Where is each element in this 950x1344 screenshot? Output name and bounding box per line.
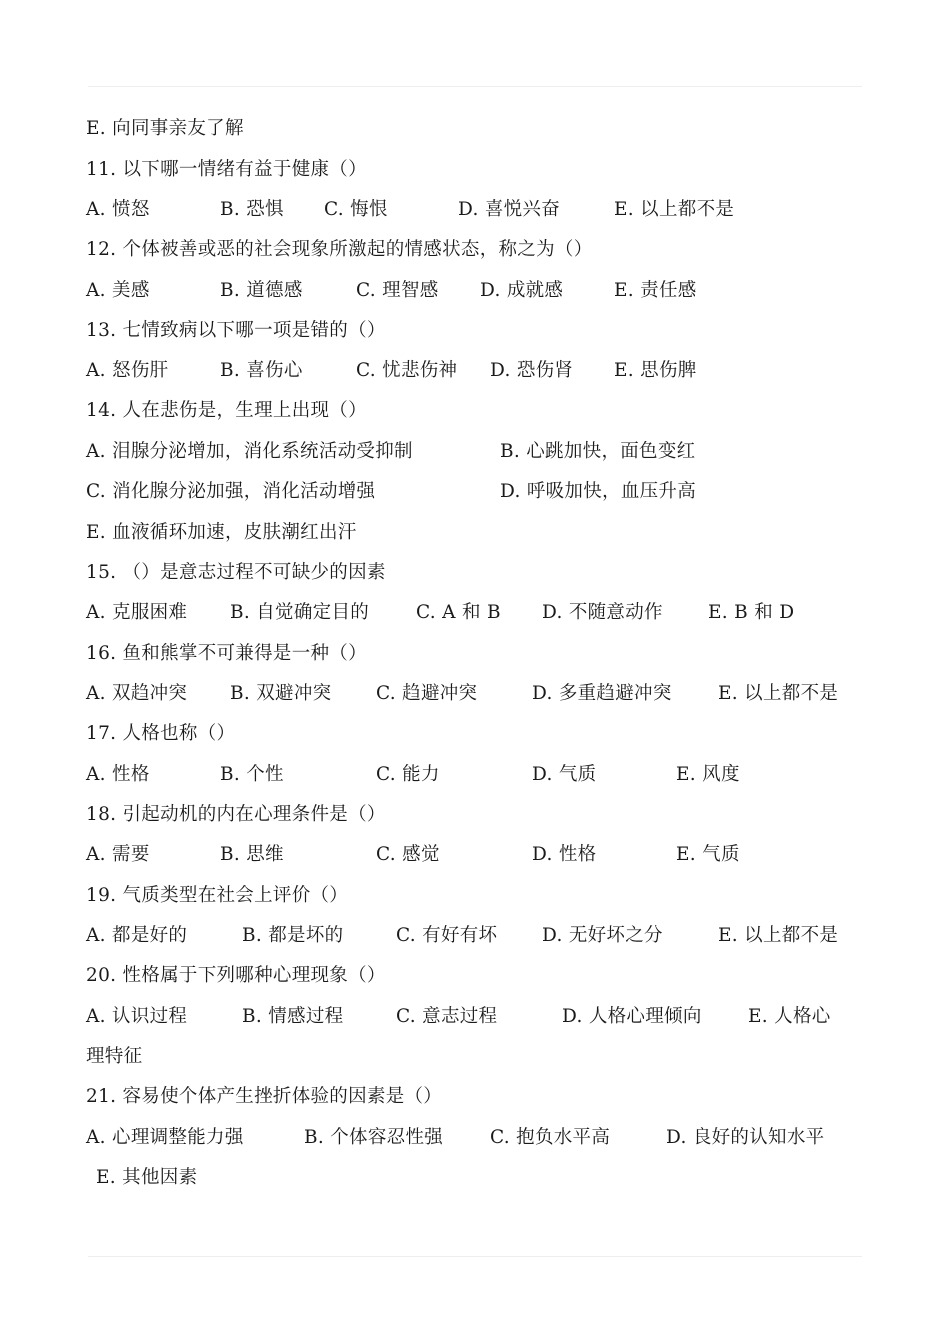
option-b: B. 喜伤心 [220, 360, 303, 381]
options-13 [86, 357, 697, 385]
option-a: A. 克服困难 [86, 602, 188, 623]
option-line-e-21: E. 其他因素 [96, 1167, 198, 1188]
option-d: D. 呼吸加快，血压升高 [500, 481, 697, 502]
question-13: 13. 七情致病以下哪一项是错的（） [86, 320, 386, 341]
option-c: C. 消化腺分泌加强，消化活动增强 [86, 481, 376, 502]
footer-rule [88, 1256, 862, 1257]
option-b: B. 个性 [220, 764, 284, 785]
option-e: E. 人格心 [748, 1006, 831, 1027]
option-d: D. 多重趋避冲突 [532, 683, 672, 704]
question-15: 15. （）是意志过程不可缺少的因素 [86, 562, 386, 583]
options-17 [86, 761, 740, 789]
options-11 [86, 196, 735, 224]
question-11: 11. 以下哪一情绪有益于健康（） [86, 159, 367, 180]
option-c: C. 意志过程 [396, 1006, 498, 1027]
question-19: 19. 气质类型在社会上评价（） [86, 885, 349, 906]
option-e: E. 气质 [676, 844, 740, 865]
option-a: A. 认识过程 [86, 1006, 188, 1027]
options-16 [86, 680, 839, 708]
option-a: A. 双趋冲突 [86, 683, 188, 704]
option-d: D. 无好坏之分 [542, 925, 663, 946]
option-c: C. 有好有坏 [396, 925, 498, 946]
question-18: 18. 引起动机的内在心理条件是（） [86, 804, 386, 825]
option-e: E. 以上都不是 [718, 683, 839, 704]
option-d: D. 气质 [532, 764, 597, 785]
options-18 [86, 841, 740, 869]
option-d: D. 良好的认知水平 [666, 1127, 825, 1148]
option-a: A. 心理调整能力强 [86, 1127, 244, 1148]
question-16: 16. 鱼和熊掌不可兼得是一种（） [86, 643, 367, 664]
option-e: E. 责任感 [614, 280, 697, 301]
option-b: B. 个体容忍性强 [304, 1127, 444, 1148]
option-a: A. 怒伤肝 [86, 360, 169, 381]
options-21 [86, 1124, 825, 1152]
question-20: 20. 性格属于下列哪种心理现象（） [86, 965, 386, 986]
options-14-cd [86, 478, 697, 506]
question-21: 21. 容易使个体产生挫折体验的因素是（） [86, 1086, 443, 1107]
option-a: A. 需要 [86, 844, 150, 865]
option-c: C. 悔恨 [324, 199, 388, 220]
option-c: C. 抱负水平高 [490, 1127, 611, 1148]
option-c: C. 能力 [376, 764, 440, 785]
options-12 [86, 277, 697, 305]
option-b: B. 都是坏的 [242, 925, 344, 946]
option-d: D. 成就感 [480, 280, 564, 301]
option-b: B. 情感过程 [242, 1006, 344, 1027]
option-line-e-10: E. 向同事亲友了解 [86, 118, 244, 139]
option-e: E. 以上都不是 [614, 199, 735, 220]
question-17: 17. 人格也称（） [86, 723, 236, 744]
options-14-ab [86, 438, 696, 466]
option-a: A. 愤怒 [86, 199, 150, 220]
option-b: B. 心跳加快，面色变红 [500, 441, 696, 462]
option-e: E. B 和 D [708, 602, 795, 623]
options-20 [86, 1003, 831, 1031]
option-b: B. 双避冲突 [230, 683, 332, 704]
option-b: B. 自觉确定目的 [230, 602, 370, 623]
option-c: C. 趋避冲突 [376, 683, 478, 704]
option-d: D. 人格心理倾向 [562, 1006, 702, 1027]
option-a: A. 性格 [86, 764, 150, 785]
options-15 [86, 599, 795, 627]
option-b: B. 恐惧 [220, 199, 284, 220]
option-a: A. 泪腺分泌增加，消化系统活动受抑制 [86, 441, 413, 462]
option-d: D. 喜悦兴奋 [458, 199, 561, 220]
option-a: A. 美感 [86, 280, 150, 301]
option-d: D. 不随意动作 [542, 602, 663, 623]
option-b: B. 道德感 [220, 280, 303, 301]
option-e-20-continued: 理特征 [86, 1046, 143, 1067]
option-c: C. 忧悲伤神 [356, 360, 458, 381]
option-b: B. 思维 [220, 844, 284, 865]
question-12: 12. 个体被善或恶的社会现象所激起的情感状态，称之为（） [86, 239, 593, 260]
option-c: C. A 和 B [416, 602, 501, 623]
option-d: D. 恐伤肾 [490, 360, 574, 381]
option-e: E. 思伤脾 [614, 360, 697, 381]
option-e: E. 风度 [676, 764, 740, 785]
option-c: C. 理智感 [356, 280, 439, 301]
options-19 [86, 922, 839, 950]
option-d: D. 性格 [532, 844, 597, 865]
option-a: A. 都是好的 [86, 925, 188, 946]
option-c: C. 感觉 [376, 844, 440, 865]
option-line-e-14: E. 血液循环加速，皮肤潮红出汗 [86, 522, 357, 543]
option-e: E. 以上都不是 [718, 925, 839, 946]
question-14: 14. 人在悲伤是，生理上出现（） [86, 400, 367, 421]
